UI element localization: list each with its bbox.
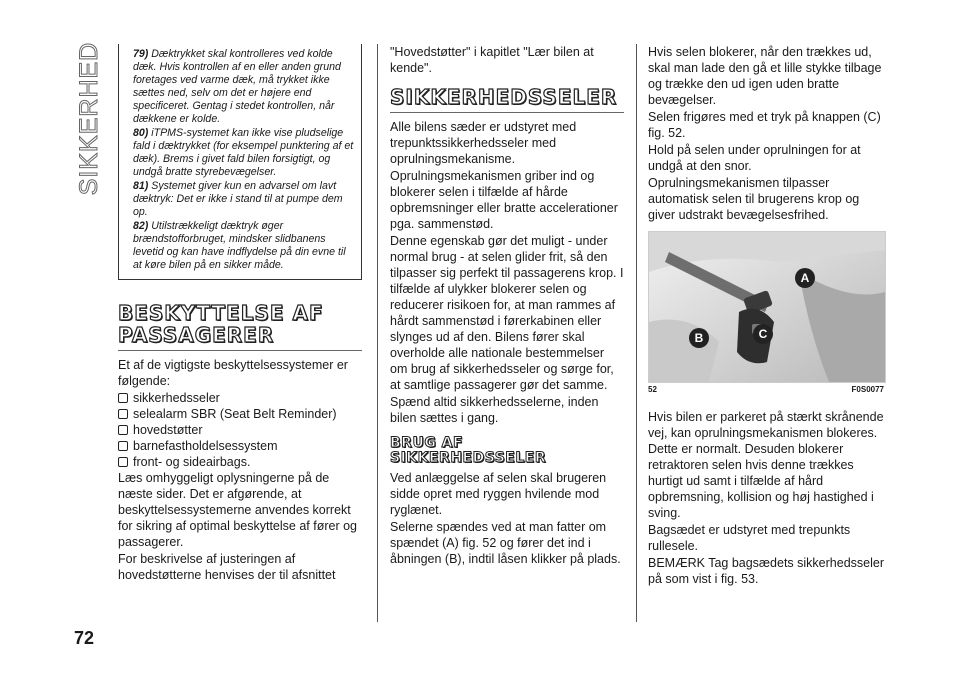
checkbox-bullet-icon (118, 457, 128, 467)
list-item-text: selealarm SBR (Seat Belt Reminder) (133, 407, 337, 421)
list-item (118, 406, 362, 422)
paragraph: Alle bilens sæder er udstyret med trepunktssikkerhedsseler med oprulningsmekanisme. (390, 120, 577, 166)
column-2 (390, 44, 624, 568)
label-a-marker: A (795, 268, 815, 288)
paragraph: BEMÆRK Tag bagsædets sikkerhedsseler på som vist i fig. 53. (648, 556, 884, 586)
column-1 (118, 44, 362, 584)
note-79 (133, 48, 357, 126)
column-divider (636, 44, 637, 622)
column-divider (377, 44, 378, 622)
paragraph: Hold på selen under oprulningen for at undgå at den snor. (648, 143, 861, 173)
checkbox-bullet-icon (118, 393, 128, 403)
note-text: iTPMS-systemet kan ikke vise pludselige fald i dæktrykket (for eksempel punktering af et dæk). Brems i givet fald bilen forsigtigt, og undgå bratte styrebevægelser. (133, 127, 354, 178)
paragraph: Hvis bilen er parkeret på stærkt skrånende vej, kan oprulningsmekanismen blokeres. Dette er normalt. Desuden blokerer retraktoren selen hvis denne trækkes hurtigt ud samt i tilfælde af hård opbremsning, kollision og høj hastighed i sving. (648, 410, 884, 520)
paragraph: Oprulningsmekanismen tilpasser automatisk selen til brugerens krop og giver udstrakt bevægelsesfrihed. (648, 176, 860, 222)
seat-belt-illustration (649, 232, 885, 382)
label-b-marker: B (689, 328, 709, 348)
list-item-text: hovedstøtter (133, 423, 203, 437)
section-heading-passenger-protection: BESKYTTELSE AF PASSAGERER (118, 302, 362, 351)
list-item (118, 438, 362, 454)
paragraph: Ved anlæggelse af selen skal brugeren sidde opret med ryggen hvilende mod ryglænet. (390, 471, 607, 517)
note-number: 81) (133, 180, 149, 192)
warning-notes-box (118, 44, 362, 280)
note-number: 82) (133, 220, 149, 232)
subheading-using-seat-belts: BRUG AF SIKKERHEDSSELER (390, 435, 547, 466)
label-c-marker: C (753, 324, 773, 344)
note-80 (133, 127, 357, 179)
paragraph: Et af de vigtigste beskyttelsessystemer er følgende: (118, 358, 348, 388)
note-82 (133, 220, 357, 272)
paragraph: Bagsædet er udstyret med trepunkts rullesele. (648, 523, 851, 553)
note-81 (133, 180, 357, 219)
chapter-title-text: SIKKERHED (75, 41, 104, 195)
seat-belt-buckle-figure (648, 231, 886, 383)
list-item (118, 454, 362, 470)
checkbox-bullet-icon (118, 441, 128, 451)
figure-number: 52 (648, 385, 657, 394)
paragraph: Hvis selen blokerer, når den trækkes ud, skal man lade den gå et lille stykke tilbage og trække den ud igen uden bratte bevægelser. (648, 45, 882, 107)
protection-systems-list (118, 390, 362, 470)
checkbox-bullet-icon (118, 425, 128, 435)
note-text: Systemet giver kun en advarsel om lavt dæktryk: Det er ikke i stand til at pumpe dem op. (133, 180, 343, 218)
list-item-text: front- og sideairbags. (133, 455, 251, 469)
paragraph: Læs omhyggeligt oplysningerne på de næste sider. Det er afgørende, at beskyttelsessystemerne anvendes korrekt for sikring af optimal beskyttelse af fører og passagerer. (118, 471, 357, 549)
note-number: 79) (133, 48, 149, 60)
paragraph: For beskrivelse af justeringen af hovedstøtterne henvises der til afsnittet (118, 552, 336, 582)
paragraph: Selerne spændes ved at man fatter om spændet (A) fig. 52 og fører det ind i åbningen (B), indtil låsen klikker på plads. (390, 520, 621, 566)
list-item (118, 390, 362, 406)
paragraph: Selen frigøres med et tryk på knappen (C) fig. 52. (648, 110, 881, 140)
paragraph: Oprulningsmekanismen griber ind og blokerer selen i tilfælde af hårde opbremsninger eller bratte accelerationer pga. sammenstød. (390, 169, 618, 231)
paragraph: Spænd altid sikkerhedsselerne, inden bilen sættes i gang. (390, 395, 599, 425)
note-text: Utilstrækkeligt dæktryk øger brændstofforbruget, mindsker slidbanens levetid og kan have indflydelse på din evne til at køre bilen på en sikker måde. (133, 220, 346, 271)
figure-caption (648, 385, 884, 394)
chapter-title (70, 41, 110, 195)
figure-52-wrapper (648, 231, 884, 409)
column-3 (648, 44, 884, 588)
note-number: 80) (133, 127, 149, 139)
figure-code: F0S0077 (851, 385, 884, 394)
list-item (118, 422, 362, 438)
note-text: Dæktrykket skal kontrolleres ved kolde dæk. Hvis kontrollen af en eller anden grund foretages ved varme dæk, må trykket ikke sættes ned, selv om det er højere end specificeret. Gentag i stedet kontrollen, når dækkene er kolde. (133, 48, 341, 125)
page-number: 72 (74, 628, 95, 648)
paragraph: Denne egenskab gør det muligt - under normal brug - at selen glider frit, så den tilpasser sig perfekt til passagerens krop. I tilfælde af ulykker blokerer selen og reducerer risikoen for, at man rammes af hårdt sammenstød i førerkabinen eller slynges ud af den. Bilens fører skal overholde alle nationale bestemmelser om brug af sikkerhedsseler og sørge for, at samtlige passagerer gør det samme. (390, 234, 624, 392)
section-heading-seat-belts: SIKKERHEDSSELER (390, 86, 624, 113)
paragraph: "Hovedstøtter" i kapitlet "Lær bilen at kende". (390, 45, 594, 75)
list-item-text: sikkerhedsseler (133, 391, 220, 405)
checkbox-bullet-icon (118, 409, 128, 419)
list-item-text: barnefastholdelsessystem (133, 439, 278, 453)
